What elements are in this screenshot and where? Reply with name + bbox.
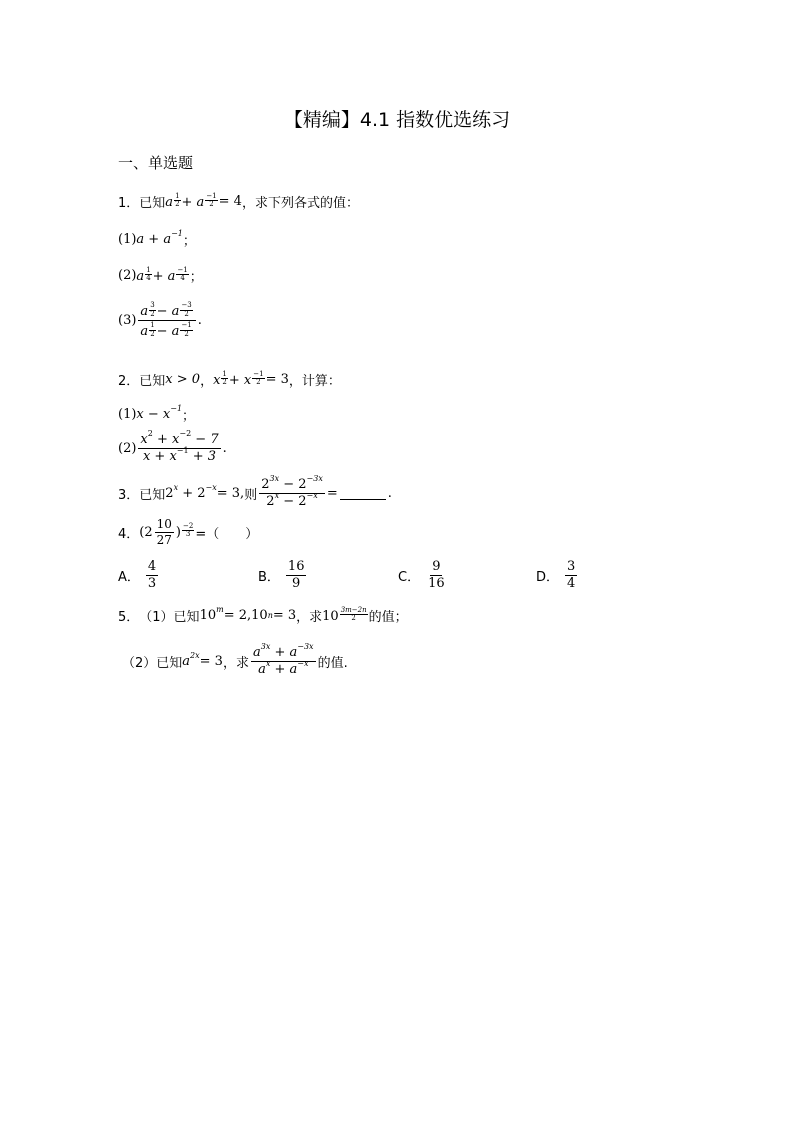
formula-tail: = 4 [218,194,242,209]
question-prompt: ，计算： [288,374,341,389]
option-b[interactable] [258,560,308,592]
question-number: 1． [118,196,140,211]
option-value: $\frac{3}{4}$ [567,559,576,592]
target-fraction: $\frac{a^{3x} + a^{-3x}}{a^x + a^{-x}}$ [252,642,314,678]
formula-fraction: a $\frac{3}{2}$ − a $\frac{-3}{2}$ a $\frac{1}{2}$ − a $\frac{-1}{2}$ [138,302,195,340]
line-end: . [387,486,392,502]
option-a[interactable] [118,560,160,592]
option-c[interactable] [398,560,449,592]
formula: $a^{2x}$ [182,651,200,670]
formula: a $\frac{1}{4}$ + a $\frac{-1}{4}$ [136,266,188,284]
item-label: (2) [118,268,137,283]
question-number: 5． [118,610,140,625]
answer-paren: =（ ） [195,527,259,543]
known-label: 已知 [139,374,166,389]
formula: $x - x^{-1}$ [136,404,183,422]
document-title: 【精编】4.1 指数优选练习 [283,109,511,131]
formula-tail: = 3 [272,608,297,623]
formula-tail: = 3 [199,654,223,670]
separator: ， [200,374,214,389]
formula-fraction: $\frac{2^{3x} - 2^{-3x}}{2^x - 2^{-x}}$ [261,474,323,510]
section-heading: 一、单选题 [118,154,194,172]
formula: $a + a^{-1}$ [136,229,183,247]
item-label: (1) [118,407,137,422]
answer-blank [340,487,386,500]
formula: a $\frac{1}{2}$ + a $\frac{-1}{2}$ [165,192,217,210]
question-4 [118,518,258,547]
part-label: （1）已知 [139,610,200,625]
question-number: 3． [118,488,140,504]
question-3 [118,474,392,510]
option-label: C． [398,570,421,586]
ask-label: ，求 [222,656,249,672]
question-2-item-1 [118,405,195,424]
item-end: ； [182,409,196,424]
formula-fraction: $\frac{x^2 + x^{-2} - 7}{x + x^{-1} + 3}$ [140,429,219,465]
option-d[interactable] [536,560,579,592]
item-end: ； [189,270,203,285]
option-label: B． [258,570,280,586]
item-end: . [197,313,202,329]
item-label: (3) [118,313,137,329]
item-label: (2) [118,441,137,457]
part-label: （2）已知 [122,656,183,672]
known-label: 已知 [139,488,166,504]
question-2-item-2 [118,429,227,465]
item-end: ； [182,234,196,249]
option-value: $\frac{16}{9}$ [287,559,305,592]
ask-label: ，求 [296,610,323,625]
formula-mid: = 2,10 [223,608,268,623]
question-1-item-1 [118,230,196,249]
question-1-item-2 [118,266,203,285]
known-label: 已知 [139,196,166,211]
question-5-part-2 [122,642,348,678]
condition-1: x > 0 [165,372,201,387]
formula: $2^x + 2^{-x}$ [165,483,217,502]
option-value: $\frac{4}{3}$ [147,559,157,592]
question-prompt: ，求下列各式的值： [241,196,359,211]
option-value: $\frac{9}{16}$ [428,559,445,592]
question-2 [118,370,341,389]
formula-tail: = 3 [265,372,289,387]
question-number: 4． [118,527,140,543]
line-end: 的值； [368,610,408,625]
option-label: A． [118,570,140,586]
formula: 10$^m$ [199,605,224,623]
question-number: 2． [118,374,140,389]
option-label: D． [536,570,560,586]
question-1-item-3 [118,302,202,340]
formula: (2 $\frac{10}{27}$ ) $\frac{-2}{3}$ [139,517,194,548]
then-label: 则 [244,488,258,504]
target-formula: 10 $\frac{3m-2n}{2}$ [322,606,367,624]
formula: x $\frac{1}{2}$ + x $\frac{-1}{2}$ [213,370,264,388]
line-end: 的值. [317,656,348,672]
question-5-part-1: 5． （1）已知 10$^m$ = 2,10 n = 3 ，求 10 $\frac{3m-2n}{2}$ 的值； [118,605,408,625]
item-label: (1) [118,232,137,247]
equals-sign: = [326,486,338,502]
question-1 [118,192,359,211]
formula-tail: = 3, [216,486,245,502]
item-end: . [222,441,227,457]
